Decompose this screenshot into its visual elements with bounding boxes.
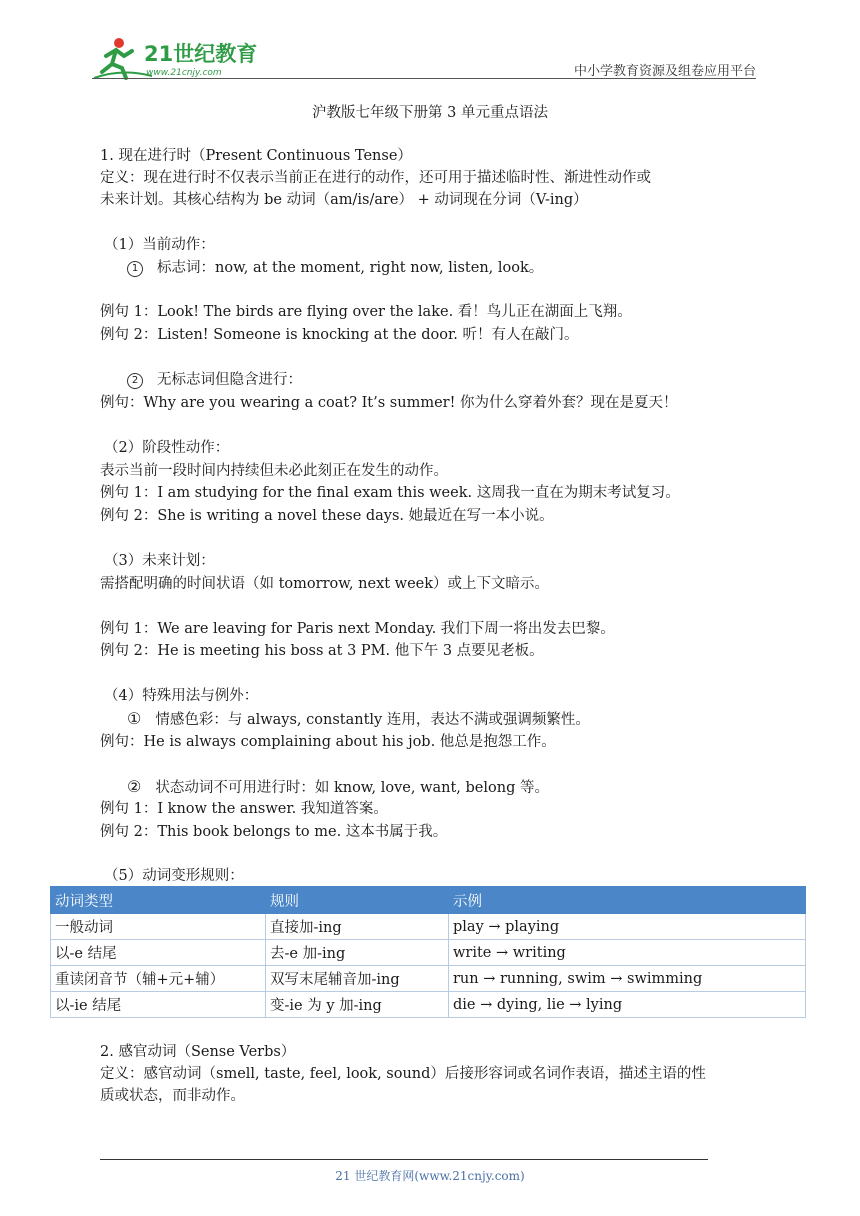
example-line: 例句 2：She is writing a novel these days. 她最近在写一本小说。 (100, 508, 554, 524)
list-item: ② 状态动词不可用进行时：如 know, love, want, belong 等。 (127, 777, 549, 796)
example-line: 例句 2：This book belongs to me. 这本书属于我。 (100, 824, 448, 840)
circled-number: 1 (127, 261, 143, 277)
table-row (51, 914, 806, 940)
text-line: 需搭配明确的时间状语（如 tomorrow, next week）或上下文暗示。 (100, 576, 550, 592)
example-line: 例句 1：Look! The birds are flying over the lake. 看！鸟儿正在湖面上飞翔。 (100, 304, 632, 320)
verb-rules-table (50, 886, 806, 1018)
circled-number: 2 (127, 373, 143, 389)
footer-link[interactable]: 21 世纪教育网(www.21cnjy.com) (335, 1169, 525, 1183)
section-heading: 1. 现在进行时（Present Continuous Tense） (100, 148, 412, 164)
table-row (51, 940, 806, 966)
subheading: （1）当前动作： (104, 237, 215, 253)
section-heading: 2. 感官动词（Sense Verbs） (100, 1044, 296, 1060)
text-line: 定义：感官动词（smell, taste, feel, look, sound）后接形容词或名词作表语，描述主语的性 (100, 1066, 706, 1082)
table-cell: run → running, swim → swimming (449, 966, 806, 992)
table-cell: 双写末尾辅音加-ing (266, 966, 449, 992)
list-item: 2 无标志词但隐含进行： (127, 370, 302, 390)
table-cell: 变-ie 为 y 加-ing (266, 992, 449, 1018)
footer-divider (100, 1159, 708, 1160)
table-cell: 一般动词 (51, 914, 266, 940)
text-line: 定义：现在进行时不仅表示当前正在进行的动作，还可用于描述临时性、渐进性动作或 (100, 170, 651, 186)
logo (92, 34, 257, 82)
subheading: （3）未来计划： (104, 553, 215, 569)
text-line: 未来计划。其核心结构为 be 动词（am/is/are） + 动词现在分词（V-ing） (100, 192, 588, 208)
table-cell: die → dying, lie → lying (449, 992, 806, 1018)
table-cell: 以-e 结尾 (51, 940, 266, 966)
table-cell: 以-ie 结尾 (51, 992, 266, 1018)
table-cell: write → writing (449, 940, 806, 966)
table-header-row (51, 887, 806, 914)
table-cell: play → playing (449, 914, 806, 940)
page-title: 沪教版七年级下册第 3 单元重点语法 (312, 105, 548, 121)
subheading: （2）阶段性动作： (104, 440, 230, 456)
table-row (51, 966, 806, 992)
subheading: （5）动词变形规则： (104, 868, 244, 884)
svg-text:21世纪教育: 21世纪教育 (144, 42, 257, 66)
table-cell: 去-e 加-ing (266, 940, 449, 966)
subheading: （4）特殊用法与例外： (104, 688, 259, 704)
column-header: 示例 (449, 887, 806, 914)
table-cell: 重读闭音节（辅+元+辅） (51, 966, 266, 992)
table-row (51, 992, 806, 1018)
circled-number: ② (127, 777, 142, 796)
example-line: 例句 2：Listen! Someone is knocking at the door. 听！有人在敲门。 (100, 327, 579, 343)
example-line: 例句 2：He is meeting his boss at 3 PM. 他下午 3 点要见老板。 (100, 643, 544, 659)
example-line: 例句 1：I am studying for the final exam this week. 这周我一直在为期末考试复习。 (100, 485, 680, 501)
text-line: 质或状态，而非动作。 (100, 1088, 245, 1104)
example-line: 例句：He is always complaining about his job. 他总是抱怨工作。 (100, 734, 556, 750)
header-platform-text: 中小学教育资源及组卷应用平台 (573, 64, 756, 79)
column-header: 动词类型 (51, 887, 266, 914)
runner-logo-icon (92, 34, 257, 82)
list-item: ① 情感色彩：与 always, constantly 连用，表达不满或强调频繁性。 (127, 709, 590, 728)
example-line: 例句：Why are you wearing a coat? It’s summer! 你为什么穿着外套？现在是夏天！ (100, 395, 678, 411)
example-line: 例句 1：I know the answer. 我知道答案。 (100, 801, 388, 817)
svg-text:www.21cnjy.com: www.21cnjy.com (146, 68, 222, 78)
list-item: 1 标志词：now, at the moment, right now, listen, look。 (127, 258, 543, 278)
table-cell: 直接加-ing (266, 914, 449, 940)
header-divider (92, 78, 756, 79)
example-line: 例句 1：We are leaving for Paris next Monday. 我们下周一将出发去巴黎。 (100, 621, 615, 637)
column-header: 规则 (266, 887, 449, 914)
text-line: 表示当前一段时间内持续但未必此刻正在发生的动作。 (100, 463, 448, 479)
circled-number: ① (127, 709, 142, 728)
